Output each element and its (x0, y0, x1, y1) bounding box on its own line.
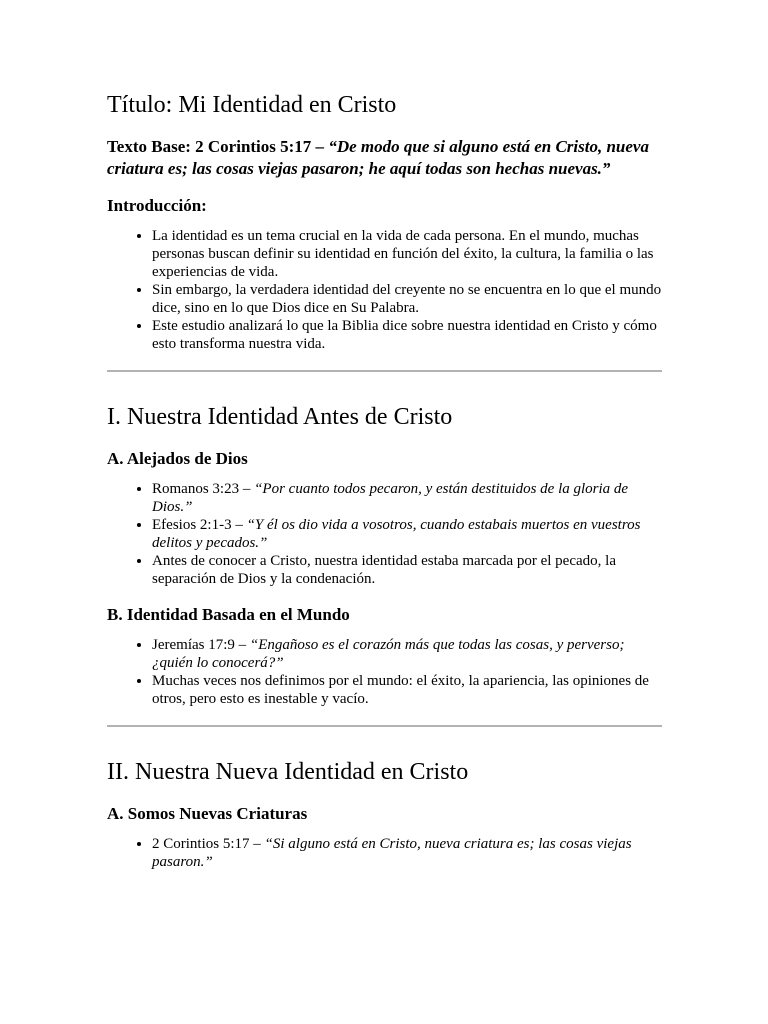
section1-sub-b-list (107, 636, 662, 708)
base-text-label: Texto Base: 2 Corintios 5:17 – (107, 137, 329, 156)
scripture-quote: “Si alguno está en Cristo, nueva criatura es; las cosas viejas pasaron.” (152, 836, 632, 870)
section2-sub-a-list (107, 835, 662, 871)
scripture-ref: 2 Corintios 5:17 – (152, 836, 265, 852)
list-item (152, 552, 662, 588)
section1-heading: I. Nuestra Identidad Antes de Cristo (107, 404, 453, 430)
list-item: • Este estudio analizará lo que la Biblia dice sobre nuestra identidad en Cristo y cómo esto transforma nuestra vida. (152, 317, 662, 353)
horizontal-rule (107, 370, 662, 372)
list-item (152, 516, 662, 552)
list-item (152, 636, 662, 672)
section2-heading: II. Nuestra Nueva Identidad en Cristo (107, 759, 469, 785)
document-content (107, 90, 662, 871)
list-item (152, 480, 662, 516)
scripture-ref: Efesios 2:1-3 – (152, 517, 247, 533)
list-text: Antes de conocer a Cristo, nuestra identidad estaba marcada por el pecado, la separación de Dios y la condenación. (152, 553, 616, 587)
base-text-verse: “De modo que si alguno está en Cristo, nueva criatura es; las cosas viejas pasaron; he aquí todas son hechas nuevas.” (107, 137, 649, 178)
scripture-quote: “Por cuanto todos pecaron, y están destituidos de la gloria de Dios.” (152, 481, 629, 515)
list-text: Muchas veces nos definimos por el mundo: el éxito, la apariencia, las opiniones de otros, pero esto es inestable y vacío. (152, 673, 649, 707)
list-item (152, 672, 662, 708)
scripture-quote: “Y él os dio vida a vosotros, cuando estabais muertos en vuestros delitos y pecados.” (152, 517, 641, 551)
document-title: Título: Mi Identidad en Cristo (107, 92, 397, 118)
list-item: • Sin embargo, la verdadera identidad del creyente no se encuentra en lo que el mundo dice, sino en lo que Dios dice en Su Palabra. (152, 281, 662, 317)
list-item (152, 835, 662, 871)
intro-heading: Introducción: (107, 196, 207, 215)
section1-sub-a-list (107, 480, 662, 588)
section1-sub-a-heading: A. Alejados de Dios (107, 449, 248, 468)
section1-sub-b-heading: B. Identidad Basada en el Mundo (107, 605, 350, 624)
base-text (107, 136, 662, 180)
scripture-quote: “Engañoso es el corazón más que todas las cosas, y perverso; ¿quién lo conocerá?” (152, 637, 625, 671)
list-item: • La identidad es un tema crucial en la vida de cada persona. En el mundo, muchas personas buscan definir su identidad en función del éxito, la cultura, la familia o las experiencias de vida. (152, 227, 662, 281)
intro-list (107, 227, 662, 353)
scripture-ref: Jeremías 17:9 – (152, 637, 250, 653)
horizontal-rule (107, 725, 662, 727)
scripture-ref: Romanos 3:23 – (152, 481, 255, 497)
intro-section (107, 195, 662, 353)
section2-sub-a-heading: A. Somos Nuevas Criaturas (107, 804, 308, 823)
spacer (107, 588, 662, 604)
